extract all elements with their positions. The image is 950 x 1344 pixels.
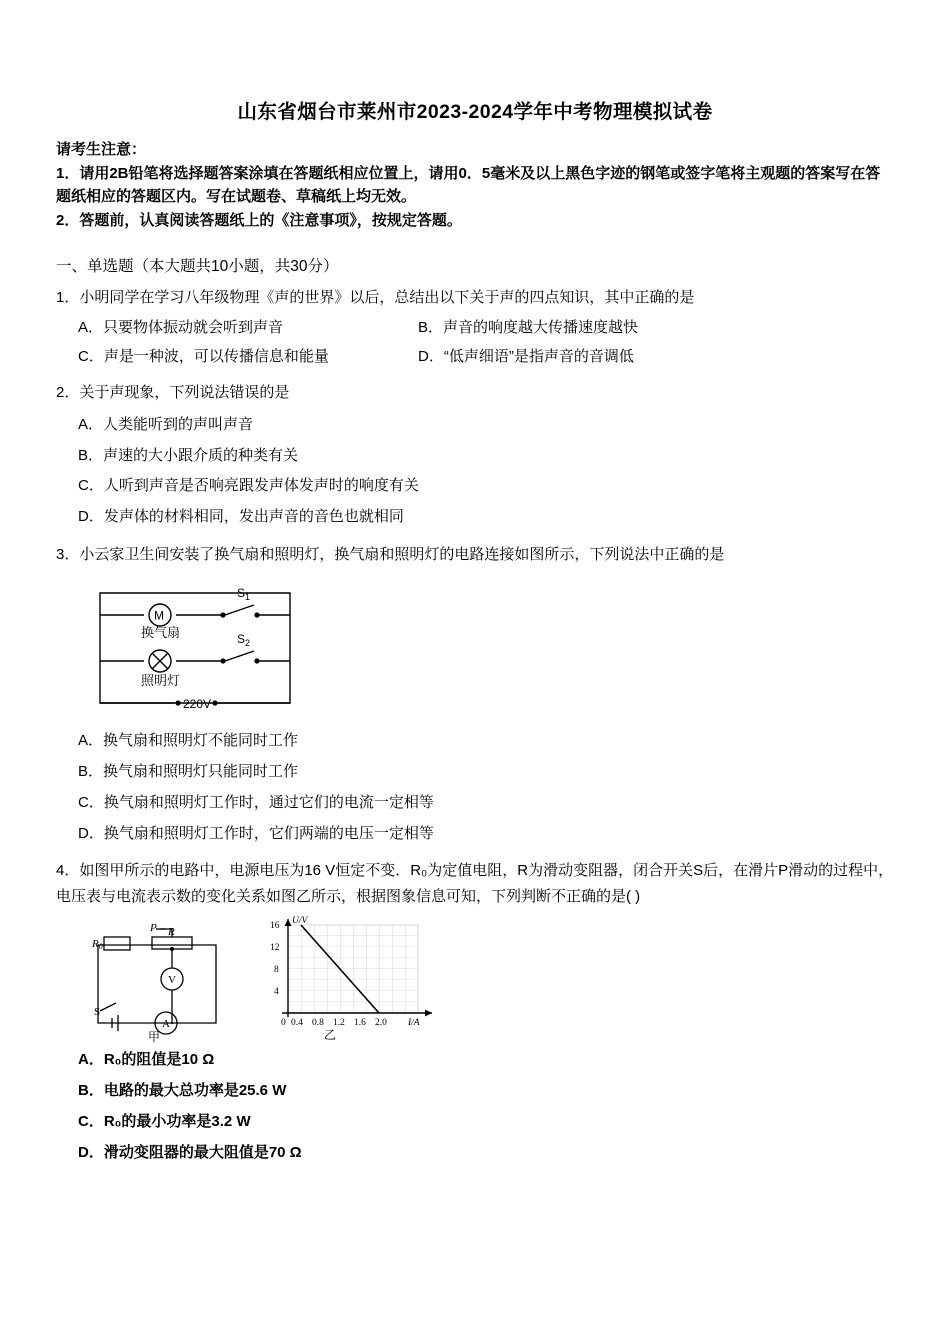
question-4-options — [56, 1045, 894, 1168]
uI-graph-yi — [236, 913, 466, 1043]
xtick-20: 2.0 — [375, 1018, 387, 1029]
question-3-stem: 3．小云家卫生间安装了换气扇和照明灯，换气扇和照明灯的电路连接如图所示，下列说法中正确的是 — [56, 545, 725, 563]
option-3-C: C．换气扇和照明灯工作时，通过它们的电流一定相等 — [78, 793, 434, 811]
fan-label: 换气扇 — [141, 625, 181, 641]
rheostat-label: R — [168, 926, 175, 939]
slider-label: P — [150, 923, 157, 935]
question-1-options-row-1 — [56, 314, 894, 343]
question-2-stem: 2．关于声现象，下列说法错误的是 — [56, 384, 290, 402]
option-3-B: B．换气扇和照明灯只能同时工作 — [78, 763, 299, 780]
y-axis-label: U/V — [292, 916, 308, 927]
xtick-12: 1.2 — [333, 1018, 345, 1029]
ammeter-label: A — [162, 1018, 170, 1031]
option-2-A: A．人类能听到的声叫声音 — [78, 415, 254, 433]
question-3-options — [56, 726, 894, 849]
switch-label: S — [94, 1006, 101, 1019]
section-heading: 一、单选题（本大题共10小题，共30分） — [56, 257, 339, 275]
x-axis-label: I/A — [408, 1018, 420, 1029]
option-3-A: A．换气扇和照明灯不能同时工作 — [78, 732, 299, 750]
option-4-A: A．R₀的阻值是10 Ω — [78, 1051, 215, 1069]
switch2-label: $S_2$ — [237, 632, 251, 649]
option-1-C: C．声是一种波，可以传播信息和能量 — [78, 347, 329, 365]
question-4-figure — [56, 913, 894, 1043]
motor-label: M — [154, 608, 164, 623]
xtick-04: 0.4 — [291, 1018, 303, 1029]
lamp-label: 照明灯 — [141, 673, 181, 689]
question-2-options — [56, 410, 894, 533]
option-1-A: A．只要物体振动就会听到声音 — [78, 319, 284, 337]
option-2-B: B．声速的大小跟介质的种类有关 — [78, 446, 299, 464]
switch1-label: $S_1$ — [237, 586, 251, 603]
option-1-D: D．“低声细语”是指声音的音调低 — [418, 347, 634, 365]
graph-caption: 乙 — [324, 1028, 337, 1043]
question-3-figure — [56, 575, 894, 720]
notice-heading: 请考生注意： — [56, 141, 147, 158]
circuit-diagram-jia — [86, 923, 236, 1043]
page-title: 山东省烟台市莱州市2023-2024学年中考物理模拟试卷 — [237, 101, 713, 123]
notice-line-1: 1．请用2B铅笔将选择题答案涂填在答题纸相应位置上，请用0．5毫米及以上黑色字迹的钢笔或签字笔将主观题的答案写在答题纸相应的答题区内。写在试题卷、草稿纸上均无效。 — [56, 165, 881, 206]
source-label: 220V — [183, 697, 212, 712]
ytick-8: 8 — [274, 965, 279, 976]
ytick-12: 12 — [270, 943, 280, 954]
option-2-C: C．人听到声音是否响亮跟发声体发声时的响度有关 — [78, 477, 419, 495]
option-4-D: D．滑动变阻器的最大阻值是70 Ω — [78, 1143, 302, 1161]
option-4-C: C．R₀的最小功率是3.2 W — [78, 1112, 251, 1130]
question-1-options-row-2 — [56, 343, 894, 372]
ytick-16: 16 — [270, 921, 280, 932]
question-1-stem: 1．小明同学在学习八年级物理《声的世界》以后，总结出以下关于声的四点知识，其中正确的是 — [56, 288, 695, 306]
option-2-D: D．发声体的材料相同，发出声音的音色也就相同 — [78, 508, 404, 525]
option-4-B: B．电路的最大总功率是25.6 W — [78, 1082, 287, 1099]
notice-line-2: 2．答题前，认真阅读答题纸上的《注意事项》，按规定答题。 — [56, 211, 462, 229]
xtick-08: 0.8 — [312, 1018, 324, 1029]
voltmeter-label: V — [168, 974, 176, 987]
question-4-stem: 4．如图甲所示的电路中，电源电压为16 V恒定不变．R₀为定值电阻，R为滑动变阻器，闭合开关S后，在滑片P滑动的过程中，电压表与电流表示数的变化关系如图乙所示，根据图象信息可知，下列判断不正确的是( ) — [56, 862, 894, 905]
circuit-caption: 甲 — [148, 1030, 161, 1044]
r0-label: R0 — [92, 938, 103, 952]
ytick-4: 4 — [274, 987, 279, 998]
option-3-D: D．换气扇和照明灯工作时，它们两端的电压一定相等 — [78, 824, 434, 842]
circuit-fan-lamp-diagram — [82, 575, 312, 715]
xtick-0: 0 — [281, 1018, 286, 1029]
option-1-B: B．声音的响度越大传播速度越快 — [418, 319, 639, 337]
xtick-16: 1.6 — [354, 1018, 366, 1029]
